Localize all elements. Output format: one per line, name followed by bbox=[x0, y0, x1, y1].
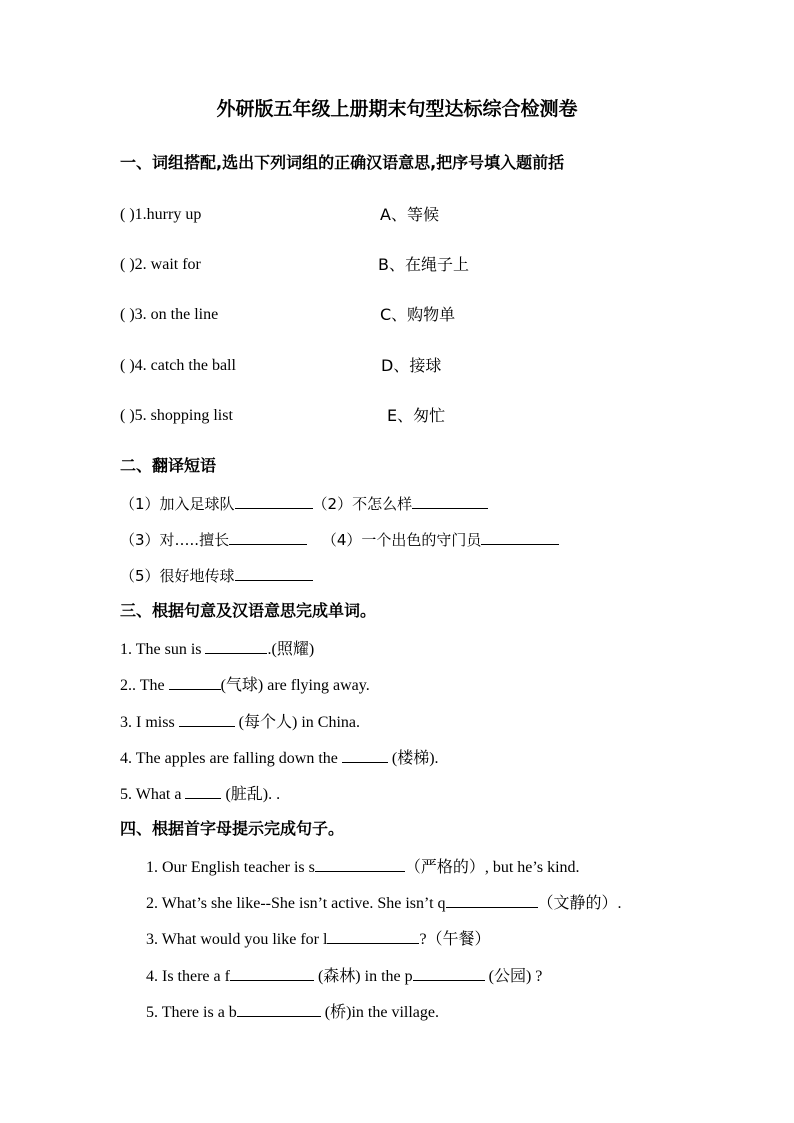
word-item-2-hint: (气球) are flying away. bbox=[220, 677, 370, 694]
word-item-5-text: 5. What a bbox=[120, 786, 186, 803]
section3-heading: 三、根据句意及汉语意思完成单词。 bbox=[120, 601, 377, 620]
answer-blank[interactable] bbox=[169, 674, 221, 690]
word-item-1-hint: .(照耀) bbox=[267, 641, 315, 658]
answer-blank[interactable] bbox=[205, 638, 267, 654]
match-item-5-left: ( )5. shopping list bbox=[120, 407, 233, 424]
word-item-5 bbox=[120, 783, 280, 805]
sentence-item-4 bbox=[146, 965, 542, 987]
match-item-4-right: D、接球 bbox=[381, 356, 442, 375]
phrase-row-2 bbox=[120, 529, 559, 550]
sentence-item-2 bbox=[146, 892, 622, 914]
answer-blank[interactable] bbox=[229, 529, 307, 545]
phrase-5-label: （5）很好地传球 bbox=[120, 567, 235, 585]
answer-blank[interactable] bbox=[315, 856, 405, 872]
phrase-row-1 bbox=[120, 493, 488, 514]
sentence-1-text: 1. Our English teacher is s bbox=[146, 859, 315, 876]
word-item-3 bbox=[120, 711, 360, 733]
phrase-3-label: （3）对…..擅长 bbox=[120, 531, 230, 549]
match-item-1-left: ( )1.hurry up bbox=[120, 206, 202, 223]
sentence-1-hint: （严格的）, but he’s kind. bbox=[404, 859, 580, 876]
word-item-1 bbox=[120, 638, 314, 660]
phrase-1-label: （1）加入足球队 bbox=[120, 495, 235, 513]
word-item-4-hint: (楼梯). bbox=[387, 750, 439, 767]
answer-blank[interactable] bbox=[235, 493, 313, 509]
answer-blank[interactable] bbox=[446, 892, 538, 908]
phrase-row-3 bbox=[120, 565, 313, 586]
answer-blank[interactable] bbox=[481, 529, 559, 545]
word-item-5-hint: (脏乱). . bbox=[221, 786, 281, 803]
answer-blank[interactable] bbox=[342, 747, 388, 763]
answer-blank[interactable] bbox=[235, 565, 313, 581]
match-item-2-left: ( )2. wait for bbox=[120, 256, 201, 273]
page-title: 外研版五年级上册期末句型达标综合检测卷 bbox=[216, 98, 578, 120]
sentence-4-hint: (森林) in the p bbox=[313, 968, 413, 985]
match-item-2-right: B、在绳子上 bbox=[378, 255, 469, 274]
word-item-2 bbox=[120, 674, 370, 696]
sentence-4-hint-2: (公园) ? bbox=[484, 968, 543, 985]
sentence-2-hint: （文静的）. bbox=[537, 895, 622, 912]
sentence-item-5 bbox=[146, 1001, 439, 1023]
sentence-4-text: 4. Is there a f bbox=[146, 968, 230, 985]
match-item-4-left: ( )4. catch the ball bbox=[120, 357, 236, 374]
section4-heading: 四、根据首字母提示完成句子。 bbox=[120, 819, 345, 838]
word-item-4 bbox=[120, 747, 439, 769]
word-item-4-text: 4. The apples are falling down the bbox=[120, 750, 342, 767]
section1-heading: 一、词组搭配,选出下列词组的正确汉语意思,把序号填入题前括 bbox=[120, 153, 565, 172]
phrase-4-label: （4）一个出色的守门员 bbox=[321, 531, 482, 549]
match-item-3-right: C、购物单 bbox=[380, 305, 456, 324]
match-item-1-right: A、等候 bbox=[380, 205, 439, 224]
sentence-3-text: 3. What would you like for l bbox=[146, 931, 328, 948]
sentence-item-3 bbox=[146, 928, 491, 950]
answer-blank[interactable] bbox=[179, 711, 235, 727]
match-item-3-left: ( )3. on the line bbox=[120, 306, 219, 323]
word-item-3-hint: (每个人) in China. bbox=[234, 714, 360, 731]
answer-blank[interactable] bbox=[230, 965, 314, 981]
word-item-1-text: 1. The sun is bbox=[120, 641, 206, 658]
answer-blank[interactable] bbox=[185, 783, 221, 799]
answer-blank[interactable] bbox=[237, 1001, 321, 1017]
sentence-5-hint: (桥)in the village. bbox=[320, 1004, 439, 1021]
answer-blank[interactable] bbox=[327, 928, 419, 944]
sentence-3-hint: ?（午餐） bbox=[419, 931, 491, 948]
sentence-2-text: 2. What’s she like--She isn’t active. She isn’t q bbox=[146, 895, 446, 912]
word-item-2-text: 2.. The bbox=[120, 677, 169, 694]
answer-blank[interactable] bbox=[412, 493, 488, 509]
match-item-5-right: E、匆忙 bbox=[387, 406, 446, 425]
sentence-5-text: 5. There is a b bbox=[146, 1004, 237, 1021]
section2-heading: 二、翻译短语 bbox=[120, 456, 217, 475]
phrase-2-label: （2）不怎么样 bbox=[312, 495, 413, 513]
answer-blank[interactable] bbox=[413, 965, 485, 981]
word-item-3-text: 3. I miss bbox=[120, 714, 179, 731]
sentence-item-1 bbox=[146, 856, 580, 878]
